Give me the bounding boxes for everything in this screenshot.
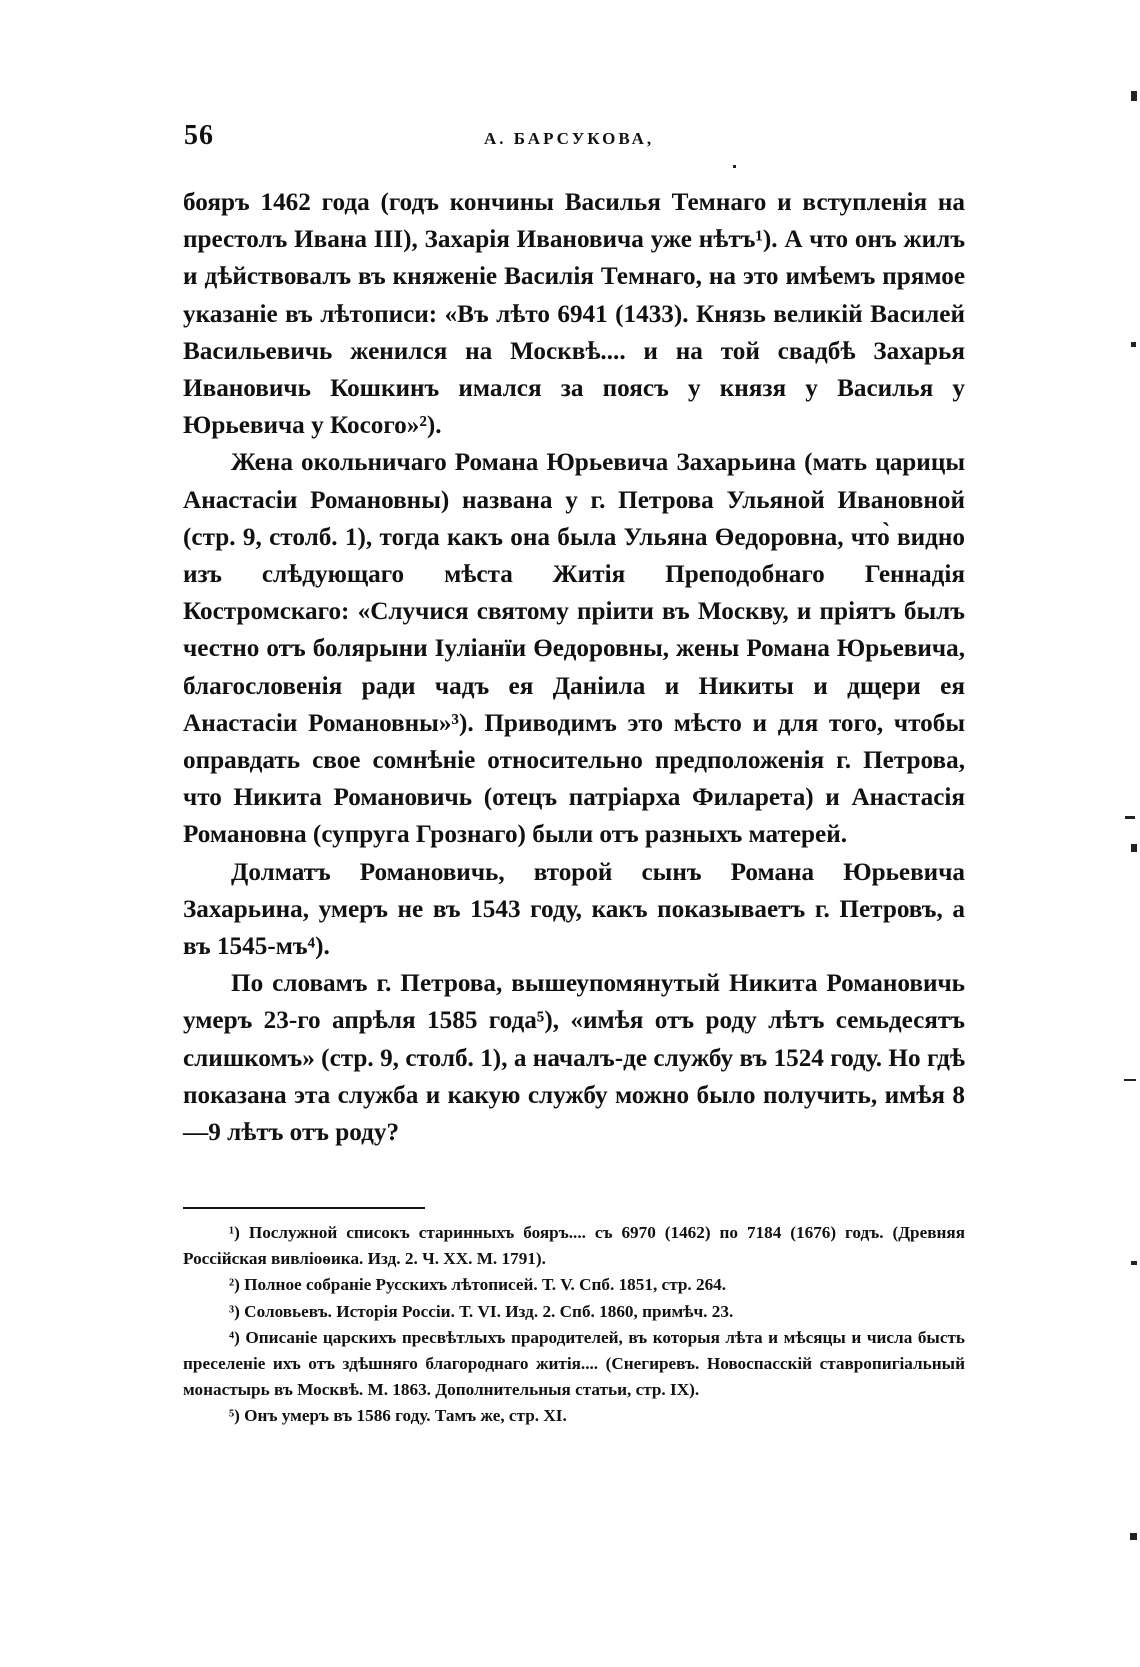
running-head: А. БАРСУКОВА,	[484, 129, 655, 148]
footnote: ¹) Послужной списокъ старинныхъ бояръ.... съ 6970 (1462) по 7184 (1676) годъ. (Древняя Россійская вивліоѳика. Изд. 2. Ч. XX. М. 1791).	[183, 1223, 965, 1269]
paragraph: Долматъ Романовичь, второй сынъ Романа Юрьевича Захарьина, умеръ не въ 1543 году, какъ показываетъ г. Петровъ, а въ 1545-мъ⁴).	[183, 858, 965, 961]
footnote: ³) Соловьевъ. Исторія Россіи. Т. VI. Изд. 2. Спб. 1860, примѣч. 23.	[229, 1301, 734, 1321]
paragraph: По словамъ г. Петрова, вышеупомянутый Никита Романовичь умеръ 23-го апрѣля 1585 года⁵), «имѣя отъ роду лѣтъ семьдесятъ слишкомъ» (стр. 9, столб. 1), а началъ-де службу въ 1524 году. Но гдѣ показана эта служба и какую службу можно было получить, имѣя 8—9 лѣтъ отъ роду?	[183, 970, 965, 1147]
scan-speck	[1131, 844, 1137, 852]
footnotes	[183, 1220, 965, 1430]
scan-speck	[1125, 816, 1135, 819]
footnote-separator	[183, 1207, 425, 1209]
footnote: ²) Полное собраніе Русскихъ лѣтописей. Т. V. Спб. 1851, стр. 264.	[229, 1275, 727, 1295]
scan-speck	[1131, 1261, 1137, 1265]
paragraph: Жена окольничаго Романа Юрьевича Захарьина (мать царицы Анастасіи Романовны) названа у г. Петрова Ульяной Ивановной (стр. 9, столб. 1), тогда какъ она была Ульяна Өедоровна, что̀ видно изъ слѣдующаго мѣста Житія Преподобнаго Геннадія Костромскаго: «Случися святому пріити въ Москву, и пріятъ былъ честно отъ болярыни Іуліанїи Өедоровны, жены Романа Юрьевича, благословенія ради чадъ ея Даніила и Никиты и дщери ея Анастасіи Романовны»³). Приводимъ это мѣсто и для того, чтобы оправдать свое сомнѣніе относительно предположенія г. Петрова, что Никита Романовичь (отецъ патріарха Филарета) и Анастасія Романовна (супруга Грознаго) были отъ разныхъ матерей.	[183, 449, 965, 849]
footnote: ⁵) Онъ умеръ въ 1586 году. Тамъ же, стр. XI.	[229, 1406, 567, 1426]
footnote: ⁴) Описаніе царскихъ пресвѣтлыхъ прародителей, въ которыя лѣта и мѣсяцы и числа бысть преселеніе ихъ отъ здѣшняго благороднаго житія.... (Снегиревъ. Новоспасскій ставропигіальный монастырь въ Москвѣ. М. 1863. Дополнительныя статьи, стр. IX).	[183, 1327, 965, 1400]
main-text	[183, 184, 965, 1151]
scan-speck	[1124, 1079, 1136, 1081]
scan-speck	[1130, 1533, 1137, 1540]
paragraph: бояръ 1462 года (годъ кончины Василья Темнаго и вступленія на престолъ Ивана III), Захарія Ивановича уже нѣтъ¹). А что онъ жилъ и дѣйствовалъ въ княженіе Василія Темнаго, на это имѣемъ прямое указаніе въ лѣтописи: «Въ лѣто 6941 (1433). Князь великій Василей Васильевичь женился на Москвѣ.... и на той свадбѣ Захарья Ивановичь Кошкинъ имался за поясъ у князя у Василья у Юрьевича у Косого»²).	[183, 189, 965, 440]
scan-speck	[733, 165, 736, 168]
page-header	[184, 120, 964, 160]
page-number: 56	[184, 120, 214, 151]
scan-speck	[1131, 91, 1137, 101]
scan-speck	[1131, 342, 1136, 347]
